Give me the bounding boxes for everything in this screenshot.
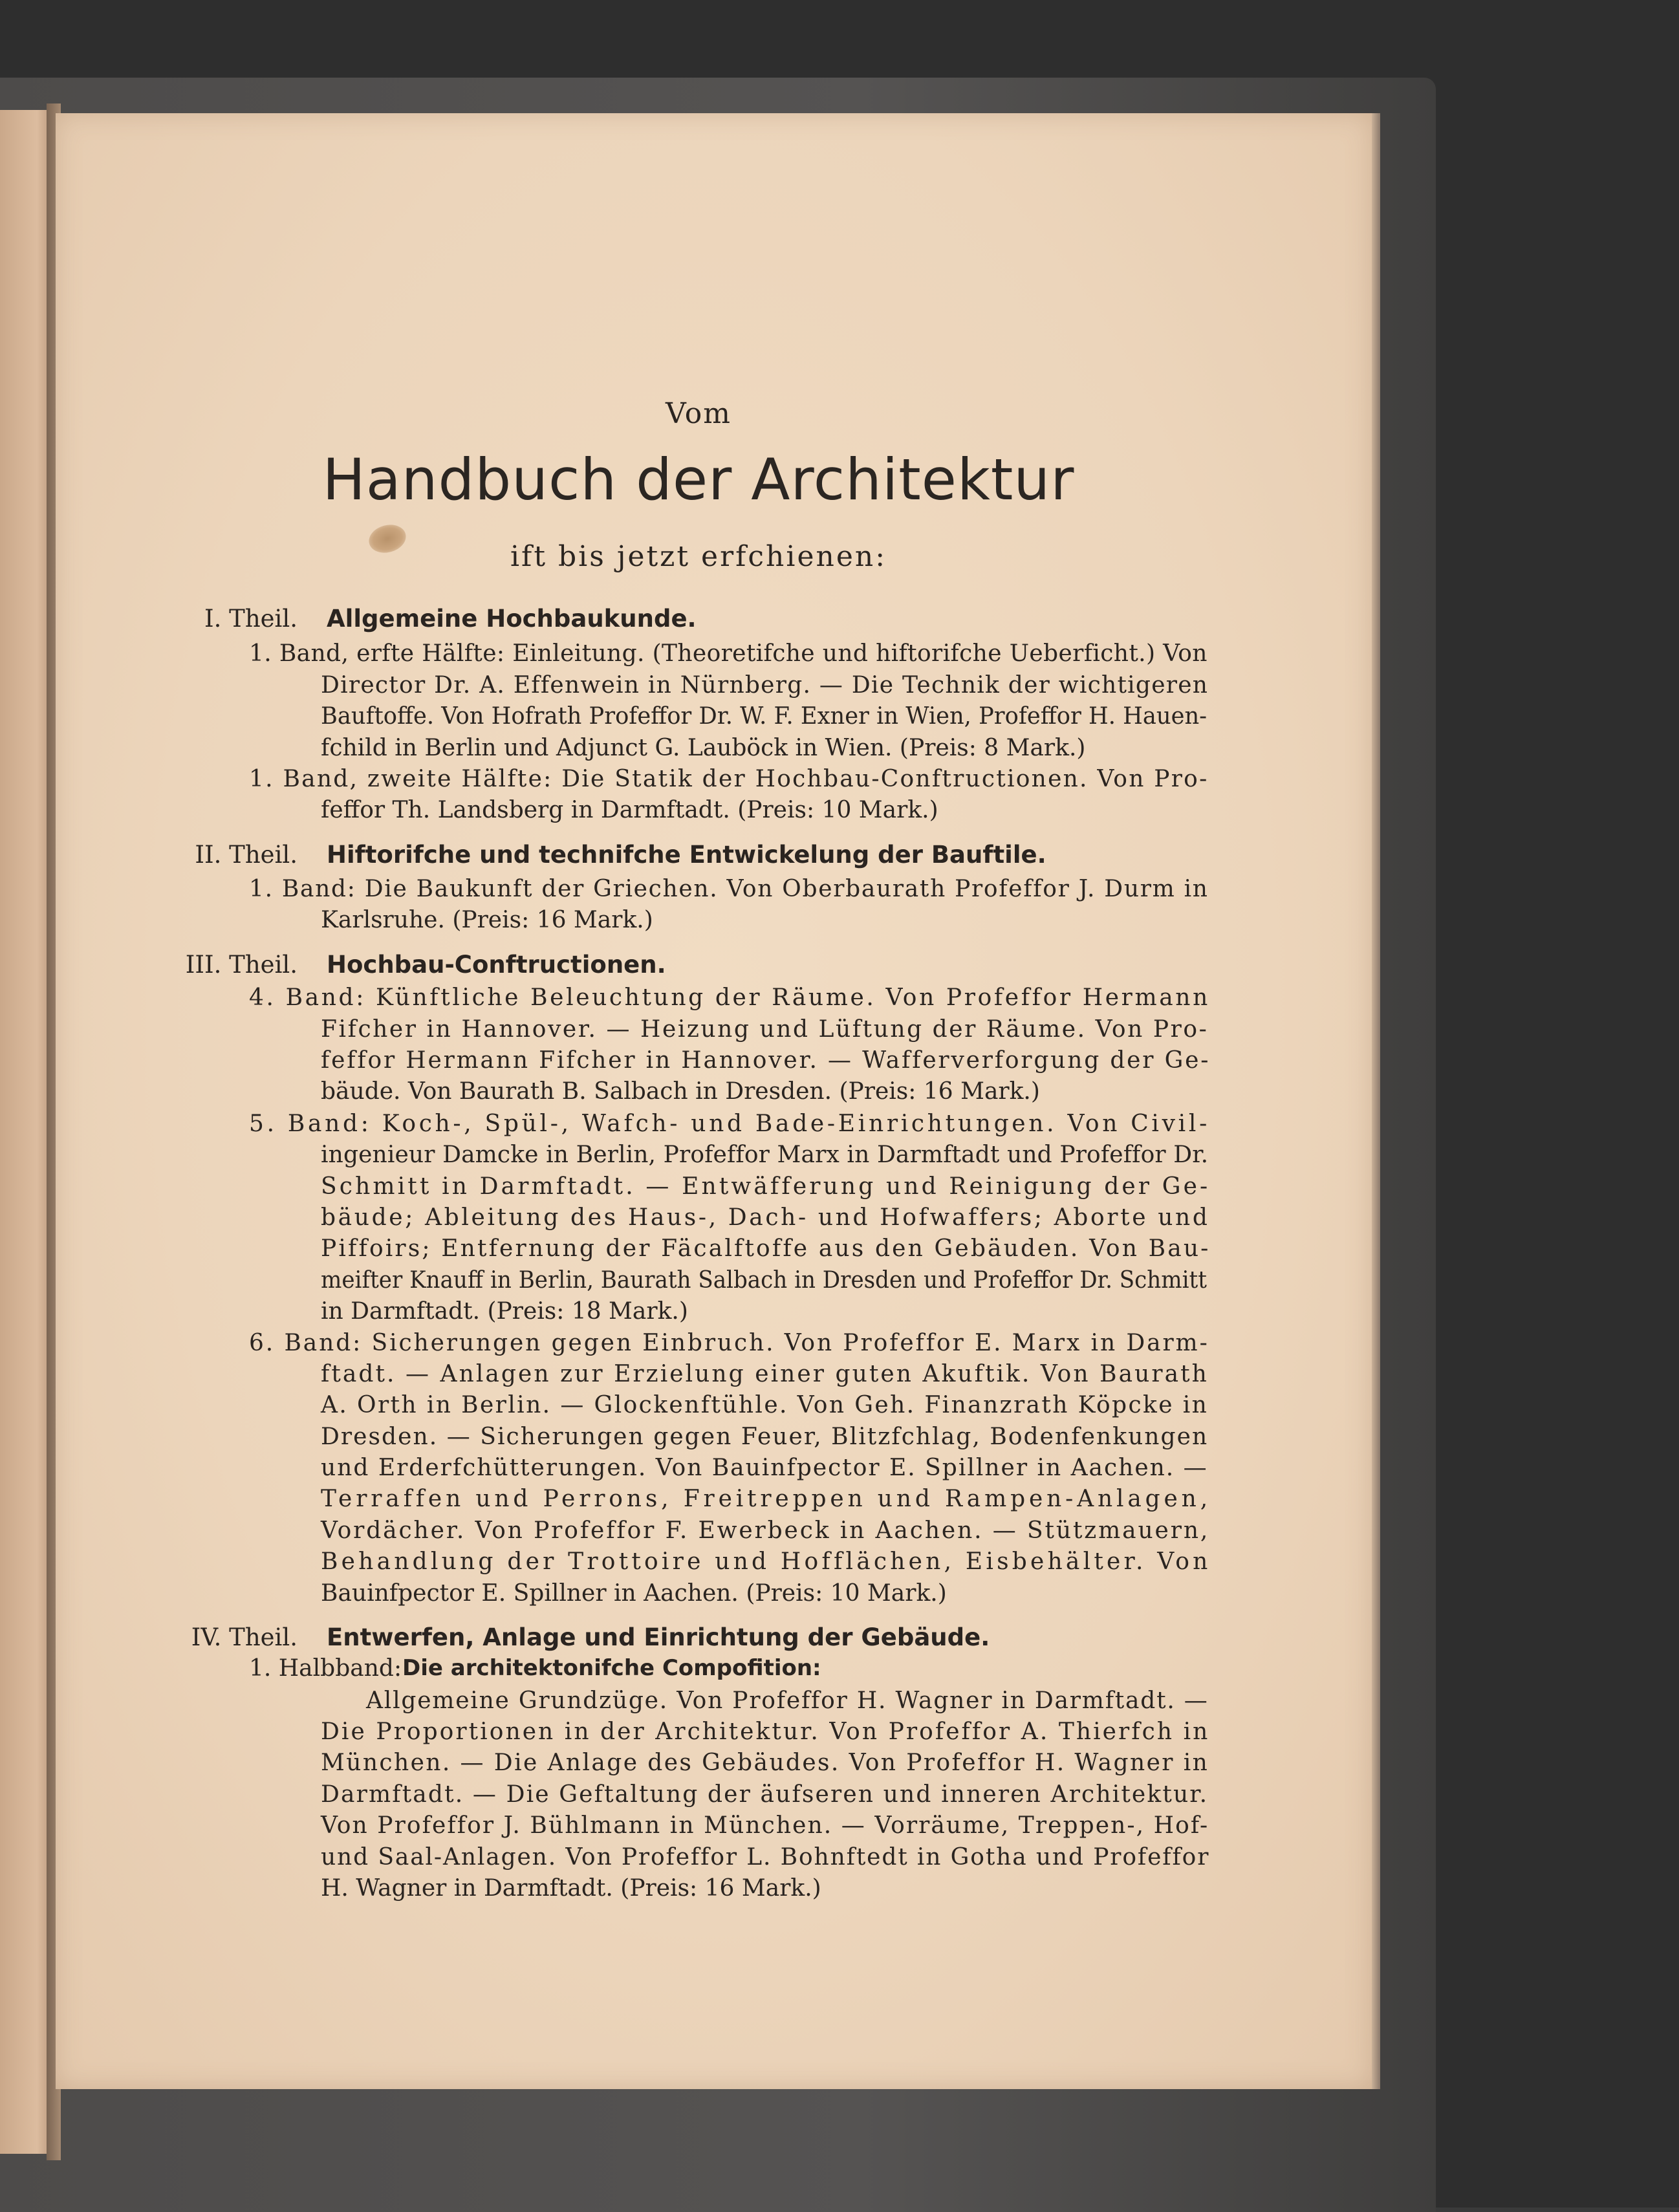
part-number: IV. Theil. xyxy=(191,1623,298,1651)
text-line: A. Orth in Berlin. — Glockenftühle. Von Geh. Finanzrath Köpcke in xyxy=(321,1392,1209,1418)
part-title: Hiftorifche und technifche Entwickelung der Bauftile. xyxy=(327,841,1046,869)
text-line: Vordächer. Von Profeffor F. Ewerbeck in Aachen. — Stützmauern, xyxy=(321,1517,1210,1544)
text-line: Dresden. — Sicherungen gegen Feuer, Blitzfchlag, Bodenfenkungen xyxy=(321,1424,1209,1450)
text-line: Allgemeine Grundzüge. Von Profeffor H. Wagner in Darmftadt. — xyxy=(366,1687,1209,1714)
text-line: bäude; Ableitung des Haus-, Dach- und Hofwaffers; Aborte und xyxy=(321,1204,1210,1231)
text-line: 6. Band: Sicherungen gegen Einbruch. Von Profeffor E. Marx in Darm- xyxy=(249,1330,1209,1356)
text-line: feffor Th. Landsberg in Darmftadt. (Preis: 10 Mark.) xyxy=(321,797,938,823)
text-line: Behandlung der Trottoire und Hofflächen, Eisbehälter. Von xyxy=(321,1548,1211,1575)
text-line: und Saal-Anlagen. Von Profeffor L. Bohnftedt in Gotha und Profeffor xyxy=(321,1844,1210,1870)
text-line: fchild in Berlin und Adjunct G. Lauböck in Wien. (Preis: 8 Mark.) xyxy=(321,735,1086,761)
text-line: Schmitt in Darmftadt. — Entwäfferung und Reinigung der Ge- xyxy=(321,1173,1211,1200)
text-line: Karlsruhe. (Preis: 16 Mark.) xyxy=(321,907,653,933)
text-line: Von Profeffor J. Bühlmann in München. — Vorräume, Treppen-, Hof- xyxy=(321,1812,1209,1839)
text-line: Die Proportionen in der Architektur. Von Profeffor A. Thierfch in xyxy=(321,1719,1210,1745)
text-line: 1. Band: Die Baukunft der Griechen. Von Oberbaurath Profeffor J. Durm in xyxy=(249,876,1209,902)
text-line: Bauftoffe. Von Hofrath Profeffor Dr. W. F. Exner in Wien, Profeffor H. Hauen- xyxy=(321,703,1208,730)
part-number: II. Theil. xyxy=(195,841,298,869)
halfband-label: 1. Halbband: xyxy=(249,1655,402,1682)
subtitle: ift bis jetzt erfchienen: xyxy=(510,540,887,573)
text-line: bäude. Von Baurath B. Salbach in Dresden. (Preis: 16 Mark.) xyxy=(321,1078,1040,1105)
text-line: Fifcher in Hannover. — Heizung und Lüftung der Räume. Von Pro- xyxy=(321,1016,1209,1043)
text-line: 1. Band, zweite Hälfte: Die Statik der Hochbau-Conftructionen. Von Pro- xyxy=(249,766,1209,792)
text-line: 1. Band, erfte Hälfte: Einleitung. (Theoretifche und hiftorifche Ueberficht.) Von xyxy=(249,640,1208,667)
part-number: III. Theil. xyxy=(185,951,298,979)
text-line: 5. Band: Koch-, Spül-, Wafch- und Bade-Einrichtungen. Von Civil- xyxy=(249,1111,1210,1137)
text-line: Terraffen und Perrons, Freitreppen und Rampen-Anlagen, xyxy=(321,1486,1211,1512)
part-title: Allgemeine Hochbaukunde. xyxy=(327,605,697,633)
text-line: meifter Knauff in Berlin, Baurath Salbach in Dresden und Profeffor Dr. Schmitt xyxy=(321,1267,1207,1294)
text-line: ingenieur Damcke in Berlin, Profeffor Marx in Darmftadt und Profeffor Dr. xyxy=(321,1142,1209,1168)
text-line: München. — Die Anlage des Gebäudes. Von Profeffor H. Wagner in xyxy=(321,1750,1209,1776)
part-number: I. Theil. xyxy=(204,605,298,633)
text-line: 4. Band: Künftliche Beleuchtung der Räume. Von Profeffor Hermann xyxy=(249,984,1210,1011)
text-line: Director Dr. A. Effenwein in Nürnberg. — Die Technik der wichtigeren xyxy=(321,672,1209,699)
page-title: Handbuch der Architektur xyxy=(322,446,1075,513)
text-line: und Erderfchütterungen. Von Bauinfpector E. Spillner in Aachen. — xyxy=(321,1455,1208,1481)
halfband-title: Die architektonifche Compofition: xyxy=(402,1655,821,1681)
intro-text: Vom xyxy=(666,397,731,430)
text-line: Bauinfpector E. Spillner in Aachen. (Preis: 10 Mark.) xyxy=(321,1580,947,1607)
part-title: Hochbau-Conftructionen. xyxy=(327,951,666,979)
text-line: Piffoirs; Entfernung der Fäcalftoffe aus den Gebäuden. Von Bau- xyxy=(321,1235,1211,1262)
part-title: Entwerfen, Anlage und Einrichtung der Gebäude. xyxy=(327,1623,990,1651)
text-line: Darmftadt. — Die Geftaltung der äufseren und inneren Architektur. xyxy=(321,1781,1209,1808)
text-line: ftadt. — Anlagen zur Erzielung einer guten Akuftik. Von Baurath xyxy=(321,1361,1209,1387)
text-line: H. Wagner in Darmftadt. (Preis: 16 Mark.) xyxy=(321,1875,821,1902)
text-line: feffor Hermann Fifcher in Hannover. — Wafferverforgung der Ge- xyxy=(321,1047,1211,1074)
text-line: in Darmftadt. (Preis: 18 Mark.) xyxy=(321,1298,688,1325)
